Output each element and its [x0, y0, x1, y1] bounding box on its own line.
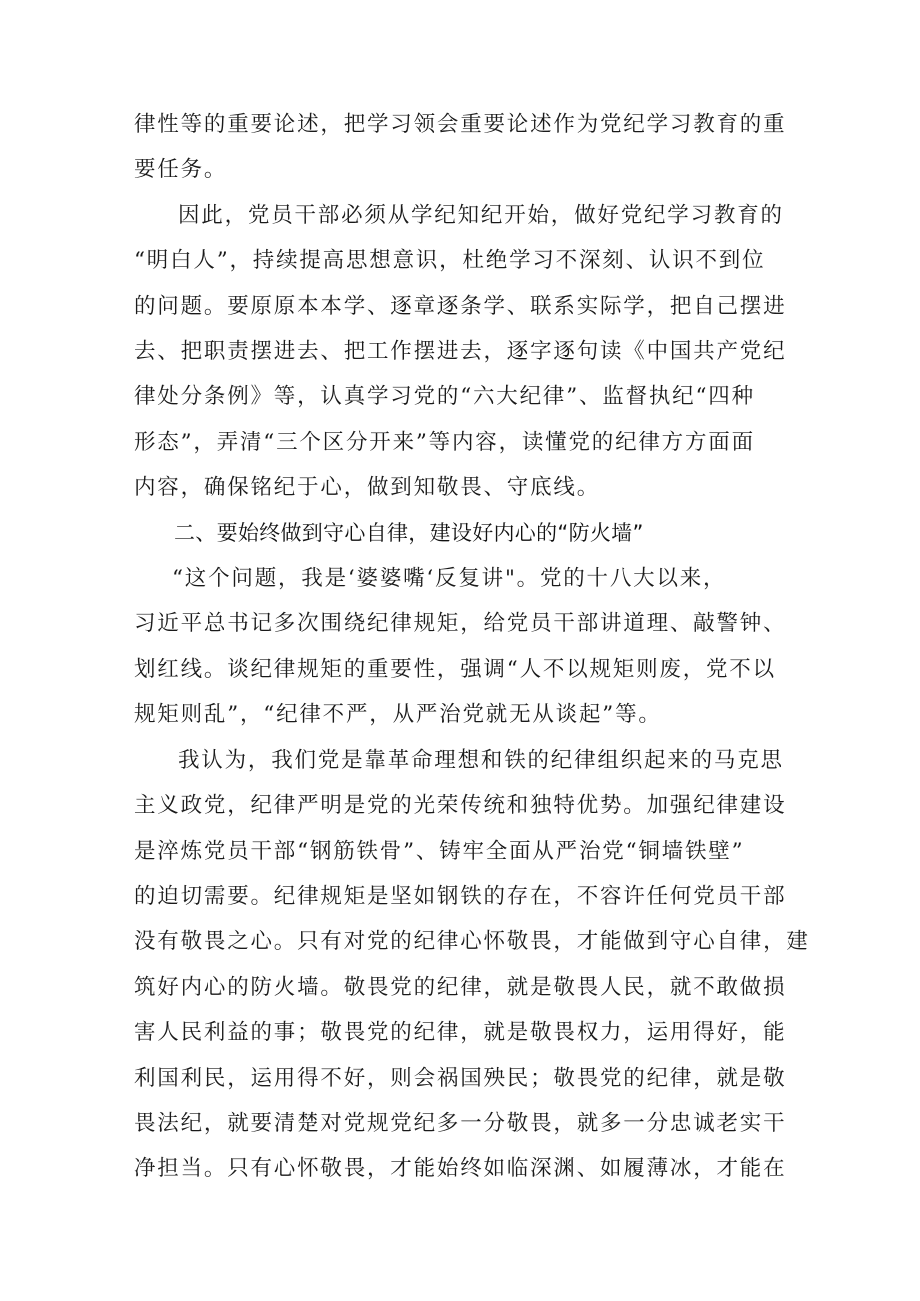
text-line: 的迫切需要。纪律规矩是坚如钢铁的存在，不容许任何党员干部: [134, 883, 787, 909]
paragraph-2: [134, 193, 794, 511]
text-line: 划红线。谈纪律规矩的重要性，强调“人不以规矩则废，党不以: [134, 656, 776, 682]
text-line: 形态”，弄清“三个区分开来”等内容，读懂党的纪律方方面面: [134, 429, 755, 455]
text-line: 律处分条例》等，认真学习党的“六大纪律”、监督执纪“四种: [134, 384, 755, 410]
text-line: 筑好内心的防火墙。敬畏党的纪律，就是敬畏人民，就不敢做损: [134, 974, 787, 1000]
text-line: 因此，党员干部必须从学纪知纪开始，做好党纪学习教育的: [178, 202, 784, 228]
text-line: 习近平总书记多次围绕纪律规矩，给党员干部讲道理、敲警钟、: [134, 611, 787, 637]
section-heading: 二、要始终做到守心自律，建设好内心的“防火墙”: [174, 520, 644, 545]
text-line: 主义政党，纪律严明是党的光荣传统和独特优势。加强纪律建设: [134, 793, 787, 819]
text-line: 利国利民，运用得不好，则会祸国殃民；敬畏党的纪律，就是敬: [134, 1065, 787, 1091]
text-line: 规矩则乱”，“纪律不严，从严治党就无从谈起”等。: [134, 702, 662, 728]
text-line: 没有敬畏之心。只有对党的纪律心怀敬畏，才能做到守心自律，建: [134, 929, 810, 955]
text-line: “明白人”，持续提高思想意识，杜绝学习不深刻、认识不到位: [134, 248, 766, 274]
text-line: 去、把职责摆进去、把工作摆进去，逐字逐句读《中国共产党纪: [134, 339, 787, 365]
text-line: 畏法纪，就要清楚对党规党纪多一分敬畏，就多一分忠诚老实干: [134, 1110, 787, 1136]
document-body: [134, 102, 810, 1192]
paragraph-1: [134, 102, 794, 193]
text-line: 的问题。要原原本本学、逐章逐条学、联系实际学，把自己摆进: [134, 293, 787, 319]
text-line: 律性等的重要论述，把学习领会重要论述作为党纪学习教育的重: [134, 112, 787, 137]
paragraph-3: [134, 556, 794, 738]
text-line: 内容，确保铭纪于心，做到知敬畏、守底线。: [134, 475, 601, 501]
text-line: “这个问题，我是‘婆婆嘴‘反复讲"。党的十八大以来，: [172, 566, 727, 592]
text-line: 要任务。: [134, 157, 228, 183]
text-line: 我认为，我们党是靠革命理想和铁的纪律组织起来的马克思: [178, 747, 784, 773]
paragraph-4: [134, 738, 810, 1192]
text-line: 是淬炼党员干部“钢筋铁骨”、铸牢全面从严治党“铜墙铁壁”: [134, 838, 745, 864]
text-line: 害人民利益的事；敬畏党的纪律，就是敬畏权力，运用得好，能: [134, 1020, 787, 1046]
text-line: 净担当。只有心怀敬畏，才能始终如临深渊、如履薄冰，才能在: [134, 1156, 787, 1182]
